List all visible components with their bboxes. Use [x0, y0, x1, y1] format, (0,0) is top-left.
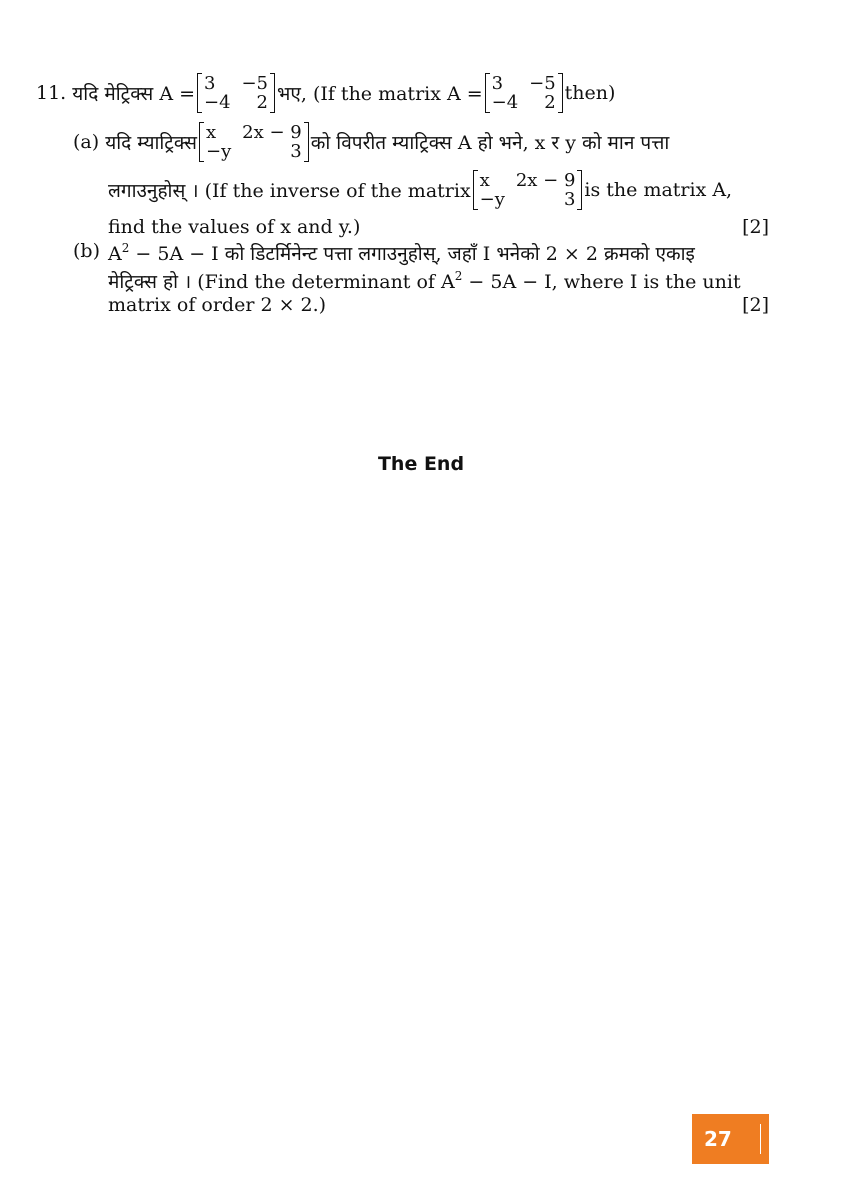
- part-a-np-suffix: को विपरीत म्याट्रिक्स A हो भने, x र y को मान पत्ता: [310, 132, 670, 154]
- part-a-line2-prefix: लगाउनुहोस् । (If the inverse of the matrix: [108, 180, 471, 202]
- matrix-a: 3 −5 −4 2: [197, 74, 275, 112]
- matrix-a-en: 3 −5 −4 2: [485, 74, 563, 112]
- matrix-xy-en: x 2x − 9 −y 3: [473, 171, 583, 209]
- part-a-np-prefix: यदि म्याट्रिक्स: [105, 132, 197, 154]
- end-heading: The End: [377, 453, 465, 475]
- matrix-xy: x 2x − 9 −y 3: [199, 123, 309, 161]
- page-number-badge: [692, 1114, 769, 1164]
- stem-en-suffix: then): [564, 82, 616, 104]
- part-b-line1: $A^2 - 5A - I$ को डिटर्मिनेन्ट पत्ता लगाउनुहोस्, जहाँ I भनेको 2 × 2 क्रमको एकाइ: [108, 241, 695, 265]
- stem-np-suffix: भए, (If the matrix A =: [277, 83, 483, 105]
- part-b-label: (b): [73, 240, 100, 262]
- stem-np-prefix: यदि मेट्रिक्स A =: [72, 83, 195, 105]
- part-b-line3: matrix of order 2 × 2.): [108, 294, 327, 316]
- part-a-line1: [73, 118, 771, 166]
- part-a-line3: find the values of x and y.): [108, 216, 361, 238]
- question-11-stem: [36, 74, 615, 112]
- part-a-label: (a): [73, 131, 100, 153]
- part-b-marks: [2]: [742, 294, 769, 316]
- part-a-marks: [2]: [742, 216, 769, 238]
- part-a-line2: [108, 166, 771, 214]
- part-b-line2: मेट्रिक्स हो । (Find the determinant of $A^2 - 5A - I$, where I is the unit: [108, 269, 741, 293]
- part-a: [73, 118, 771, 214]
- question-number: 11.: [36, 82, 67, 104]
- page-number: 27: [704, 1127, 732, 1151]
- part-a-line2-suffix: is the matrix A,: [584, 179, 733, 201]
